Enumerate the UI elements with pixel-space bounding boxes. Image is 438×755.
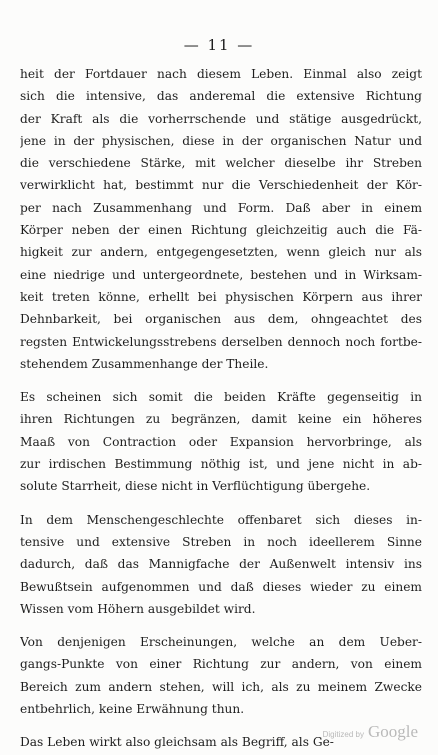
text-line: regsten Entwickelungsstrebens derselben dennoch noch fortbe- <box>20 334 422 349</box>
text-line: stehendem Zusammenhange der Theile. <box>20 356 269 371</box>
paragraph-gap <box>20 620 422 631</box>
text-line: Bewußtsein aufgenommen und daß dieses wieder zu einem <box>20 579 422 594</box>
text-line: der Kraft als die vorherrschende und stätige ausgedrückt, <box>20 111 422 126</box>
paragraph-list <box>20 63 422 754</box>
text-line: Es scheinen sich somit die beiden Kräfte gegenseitig in <box>20 390 422 405</box>
text-line: zur irdischen Bestimmung nöthig ist, und jene nicht in ab- <box>20 457 422 472</box>
paragraph <box>20 631 422 720</box>
digitized-by-label: Digitized by <box>322 730 364 739</box>
text-line: die verschiedene Stärke, mit welcher dieselbe ihr Streben <box>20 156 422 171</box>
paragraph <box>20 509 422 620</box>
text-line: keit treten könne, erhellt bei physischen Körpern aus ihrer <box>20 289 422 304</box>
text-line: Das Leben wirkt also gleichsam als Begriff, als Ge- <box>20 735 334 750</box>
paragraph-gap <box>20 498 422 509</box>
paragraph <box>20 386 422 497</box>
digitized-watermark <box>323 722 418 742</box>
text-line: eine niedrige und untergeordnete, bestehen und in Wirksam- <box>20 267 422 282</box>
paragraph-gap <box>20 375 422 386</box>
text-line: Bereich zum andern stehen, will ich, als zu meinem Zwecke <box>20 679 422 694</box>
page-number: — 11 — <box>183 36 255 54</box>
text-line: tensive und extensive Streben in noch ideellerem Sinne <box>20 534 422 549</box>
text-line: solute Starrheit, diese nicht in Verflüchtigung übergehe. <box>20 479 371 494</box>
text-line: Körper neben der einen Richtung gleichzeitig auch die Fä- <box>20 223 422 238</box>
text-line: per nach Zusammenhang und Form. Daß aber in einem <box>20 200 422 215</box>
text-line: heit der Fortdauer nach diesem Leben. Einmal also zeigt <box>20 67 422 81</box>
text-line: verwirklicht hat, bestimmt nur die Verschiedenheit der Kör- <box>20 178 422 193</box>
text-line: Wissen vom Höhern ausgebildet wird. <box>20 601 256 616</box>
text-line: Von denjenigen Erscheinungen, welche an dem Ueber- <box>20 635 422 650</box>
google-logo: Google <box>367 722 418 741</box>
text-line: Dehnbarkeit, bei organischen aus dem, ohngeachtet des <box>20 312 422 327</box>
text-line: Maaß von Contraction oder Expansion hervorbringe, als <box>20 434 422 449</box>
text-line: ihren Richtungen zu begränzen, damit keine ein höheres <box>20 412 422 427</box>
text-line: sich die intensive, das anderemal die extensive Richtung <box>20 89 422 104</box>
text-line: entbehrlich, keine Erwähnung thun. <box>20 702 245 717</box>
text-line: jene in der physischen, diese in der organischen Natur und <box>20 133 422 148</box>
text-line: In dem Menschengeschlechte offenbaret sich dieses in- <box>20 512 422 527</box>
text-line: higkeit zur andern, entgegengesetzten, wenn gleich nur als <box>20 245 422 260</box>
text-line: dadurch, daß das Mannigfache der Außenwelt intensiv ins <box>20 557 422 572</box>
text-line: gangs-Punkte von einer Richtung zur andern, von einem <box>20 657 422 672</box>
body-text <box>20 63 422 754</box>
paragraph <box>20 63 422 375</box>
